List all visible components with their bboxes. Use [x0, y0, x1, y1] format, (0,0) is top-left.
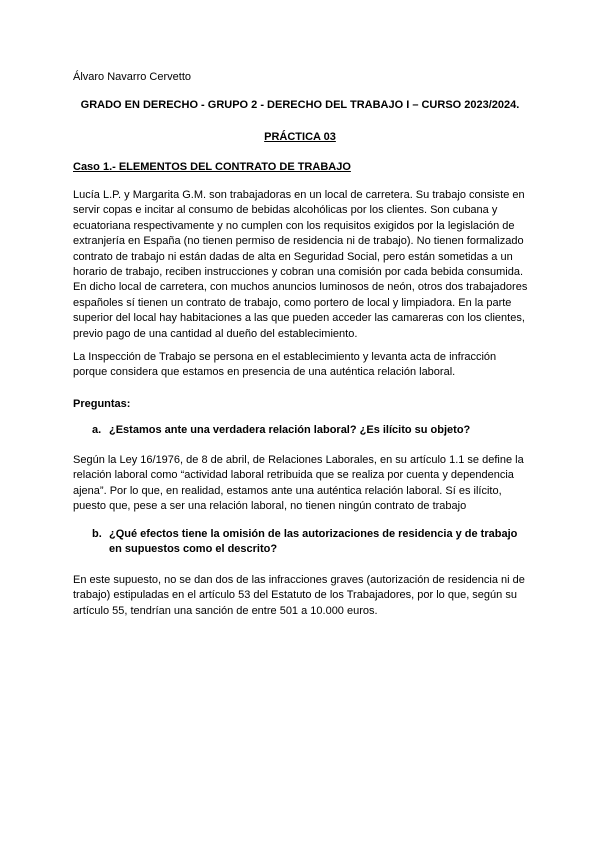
practice-title: PRÁCTICA 03 — [264, 131, 336, 143]
question-b — [92, 527, 532, 558]
answer-b: En este supuesto, no se dan dos de las infracciones graves (autorización de residencia ni de trabajo) estipuladas en el artículo 53 del Estatuto de los Trabajadores, por lo que, según su artículo 55, tendrían una sanción de entre 501 a 10.000 euros. — [73, 574, 525, 617]
question-letter: a. — [92, 424, 102, 436]
question-a — [92, 423, 532, 438]
question-letter: b. — [92, 528, 102, 540]
course-title: GRADO EN DERECHO - GRUPO 2 - DERECHO DEL TRABAJO I – CURSO 2023/2024. — [80, 99, 520, 111]
question-text: ¿Qué efectos tiene la omisión de las autorizaciones de residencia y de trabajo en supuestos como el descrito? — [109, 528, 518, 556]
questions-heading: Preguntas: — [73, 398, 131, 410]
author-name: Álvaro Navarro Cervetto — [73, 71, 191, 83]
question-text: ¿Estamos ante una verdadera relación laboral? ¿Es ilícito su objeto? — [109, 424, 471, 436]
answer-a: Según la Ley 16/1976, de 8 de abril, de Relaciones Laborales, en su artículo 1.1 se define la relación laboral como “actividad laboral retribuida que se realiza por cuenta y dependencia ajena”. Por lo que, en realidad, estamos ante una auténtica relación laboral. Sí es ilícito, puesto que, pese a ser una relación laboral, no tienen ningún contrato de trabajo — [73, 454, 524, 513]
inspection-paragraph: La Inspección de Trabajo se persona en el establecimiento y levanta acta de infracción porque considera que estamos en presencia de una auténtica relación laboral. — [73, 351, 497, 379]
case-description-paragraph: Lucía L.P. y Margarita G.M. son trabajadoras en un local de carretera. Su trabajo consiste en servir copas e incitar al consumo de bebidas alcohólicas por los clientes. Son cubana y ecuatoriana respectivamente y no cumplen con los requisitos exigidos por la legislación de extranjería en España (no tienen permiso de residencia ni de trabajo). No tienen formalizado contrato de trabajo ni están dadas de alta en Seguridad Social, pero están sometidas a un horario de trabajo, reciben instrucciones y cobran una comisión por cada bebida consumida. En dicho local de carretera, con muchos anuncios luminosos de neón, otros dos trabajadores españoles sí tienen un contrato de trabajo, como portero de local y limpiadora. En la parte superior del local hay habitaciones a las que pueden acceder las camareras con los clientes, previo pago de una cantidad al dueño del establecimiento. — [73, 189, 528, 340]
case-heading: Caso 1.- ELEMENTOS DEL CONTRATO DE TRABAJO — [73, 161, 351, 173]
